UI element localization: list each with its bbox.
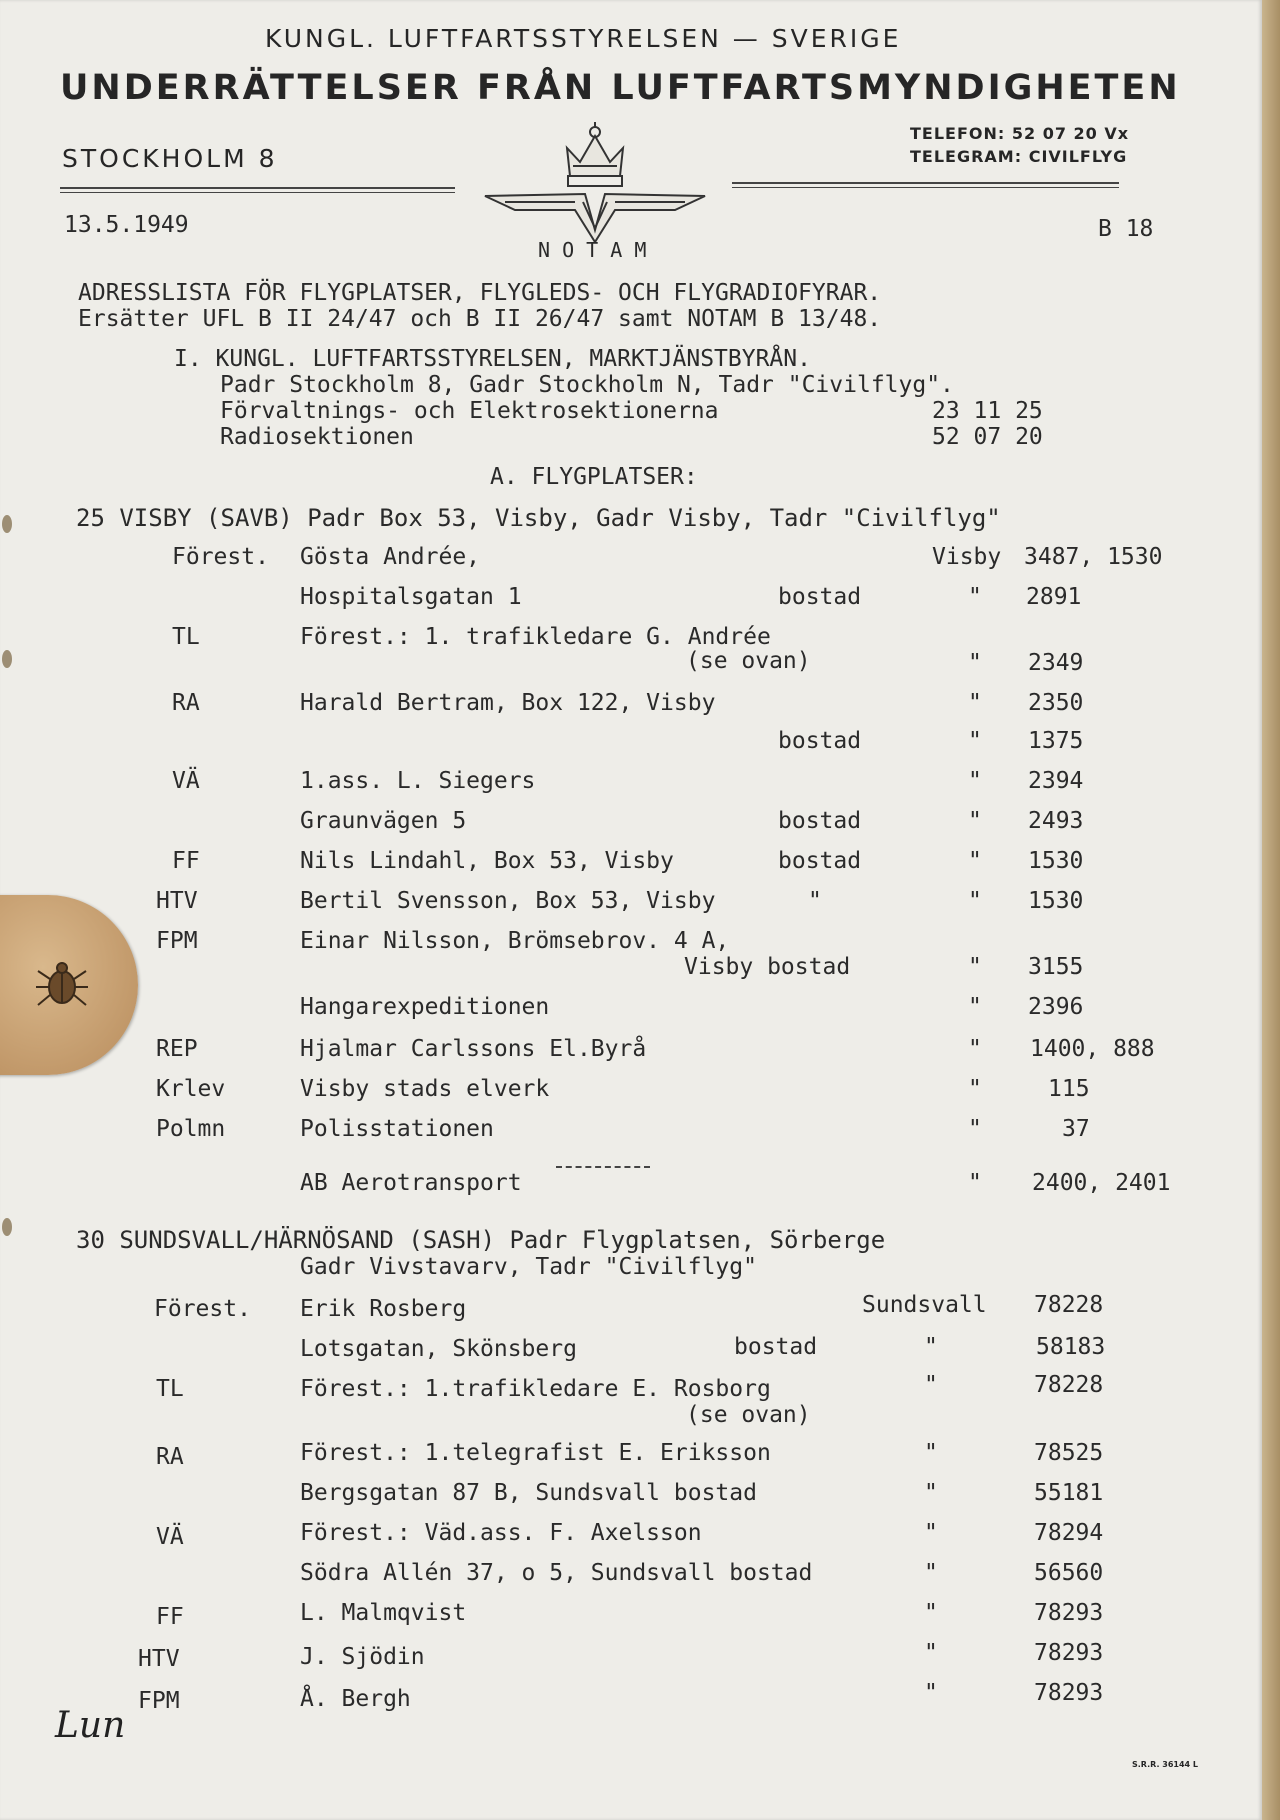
row-place: " <box>924 1600 938 1626</box>
section-i-row-phone: 52 07 20 <box>932 424 1043 450</box>
row-text: Nils Lindahl, Box 53, Visby <box>300 848 674 874</box>
row-bostad: bostad <box>778 584 862 610</box>
row-code: RA <box>172 690 200 716</box>
telefon: TELEFON: 52 07 20 Vx <box>910 124 1130 143</box>
row-text: Södra Allén 37, o 5, Sundsvall bostad <box>300 1560 813 1586</box>
row-phone: 78294 <box>1034 1520 1104 1546</box>
row-place: " <box>968 650 982 676</box>
row-phone: 78293 <box>1034 1640 1104 1666</box>
row-phone: 2400, 2401 <box>1032 1170 1171 1196</box>
row-phone: 3155 <box>1028 954 1084 980</box>
binder-hole <box>2 515 12 533</box>
row-text-2: (se ovan) <box>686 1402 811 1428</box>
row-text: Erik Rosberg <box>300 1296 467 1322</box>
intro-line-2: Ersätter UFL B II 24/47 och B II 26/47 samt NOTAM B 13/48. <box>78 306 882 332</box>
airport-header: 25 VISBY (SAVB) Padr Box 53, Visby, Gadr Visby, Tadr "Civilflyg" <box>76 504 1001 532</box>
row-code: Krlev <box>156 1076 226 1102</box>
row-text: Gösta Andrée, <box>300 544 481 570</box>
row-phone: 78293 <box>1034 1680 1104 1706</box>
handwritten-initials: Lun <box>55 1705 126 1746</box>
row-text: Graunvägen 5 <box>300 808 467 834</box>
row-text-2: (se ovan) <box>686 648 811 674</box>
row-place: Sundsvall <box>862 1292 987 1318</box>
row-text: Visby stads elverk <box>300 1076 550 1102</box>
row-code: HTV <box>138 1646 180 1672</box>
row-phone: 78525 <box>1034 1440 1104 1466</box>
section-i-row-phone: 23 11 25 <box>932 398 1043 424</box>
row-place: " <box>968 728 982 754</box>
row-phone: 1530 <box>1028 848 1084 874</box>
row-place: " <box>968 584 982 610</box>
row-phone: 3487, 1530 <box>1024 544 1163 570</box>
row-place: " <box>924 1560 938 1586</box>
row-phone: 2394 <box>1028 768 1084 794</box>
row-phone: 56560 <box>1034 1560 1104 1586</box>
row-text: Förest.: 1.trafikledare E. Rosborg <box>300 1376 771 1402</box>
date: 13.5.1949 <box>64 212 189 238</box>
intro-line-1: ADRESSLISTA FÖR FLYGPLATSER, FLYGLEDS- OCH FLYGRADIOFYRAR. <box>78 280 882 306</box>
row-phone: 2349 <box>1028 650 1084 676</box>
row-bostad: bostad <box>734 1334 818 1360</box>
section-i-row-label: Radiosektionen <box>220 424 414 450</box>
section-a-title: A. FLYGPLATSER: <box>490 464 698 490</box>
agency-name: KUNGL. LUFTFARTSSTYRELSEN — SVERIGE <box>265 24 902 53</box>
city: STOCKHOLM 8 <box>62 144 278 173</box>
row-code: RA <box>156 1444 184 1470</box>
binder-hole <box>2 650 12 668</box>
row-text: Bergsgatan 87 B, Sundsvall bostad <box>300 1480 757 1506</box>
row-code: Polmn <box>156 1116 226 1142</box>
wooden-index-tab <box>0 895 138 1075</box>
row-text: Förest.: Väd.ass. F. Axelsson <box>300 1520 702 1546</box>
page-edge <box>1262 0 1280 1820</box>
row-place: " <box>968 808 982 834</box>
row-code: Förest. <box>154 1296 251 1322</box>
row-phone: 1375 <box>1028 728 1084 754</box>
row-place: " <box>924 1640 938 1666</box>
row-phone: 2493 <box>1028 808 1084 834</box>
notam-label: N O T A M <box>538 238 647 262</box>
row-place: " <box>968 1036 982 1062</box>
row-phone: 78228 <box>1034 1372 1104 1398</box>
row-text: Einar Nilsson, Brömsebrov. 4 A, <box>300 928 730 954</box>
print-code: S.R.R. 36144 L <box>1132 1760 1198 1769</box>
row-place: " <box>968 1170 982 1196</box>
row-phone: 37 <box>1062 1116 1090 1142</box>
row-code: Förest. <box>172 544 269 570</box>
airport-header: 30 SUNDSVALL/HÄRNÖSAND (SASH) Padr Flygplatsen, Sörberge <box>76 1226 886 1254</box>
row-place: " <box>924 1480 938 1506</box>
row-text: AB Aerotransport <box>300 1170 522 1196</box>
row-text: Å. Bergh <box>300 1686 411 1712</box>
beetle-icon <box>32 957 92 1013</box>
airport-header-2: Gadr Vivstavarv, Tadr "Civilflyg" <box>300 1254 757 1280</box>
row-phone: 115 <box>1048 1076 1090 1102</box>
row-phone: 55181 <box>1034 1480 1104 1506</box>
row-code: HTV <box>156 888 198 914</box>
row-phone: 1530 <box>1028 888 1084 914</box>
row-text: Polisstationen <box>300 1116 494 1142</box>
separator-dash <box>556 1166 650 1168</box>
row-text: J. Sjödin <box>300 1644 425 1670</box>
row-phone: 58183 <box>1036 1334 1106 1360</box>
section-i-title: I. KUNGL. LUFTFARTSSTYRELSEN, MARKTJÄNSTBYRÅN. <box>174 346 811 372</box>
row-text-2: Visby bostad <box>684 954 851 980</box>
row-place: " <box>968 1116 982 1142</box>
row-phone: 2350 <box>1028 690 1084 716</box>
row-code: FPM <box>156 928 198 954</box>
row-text: Hjalmar Carlssons El.Byrå <box>300 1036 647 1062</box>
row-place: " <box>924 1372 938 1398</box>
row-text: L. Malmqvist <box>300 1600 467 1626</box>
row-phone: 2396 <box>1028 994 1084 1020</box>
header-rule-left <box>60 187 455 193</box>
row-place: " <box>968 690 982 716</box>
row-text: Hospitalsgatan 1 <box>300 584 522 610</box>
row-bostad: bostad <box>778 808 862 834</box>
telegram: TELEGRAM: CIVILFLYG <box>910 147 1128 166</box>
row-bostad: bostad <box>778 848 862 874</box>
document-number: B 18 <box>1098 216 1154 242</box>
row-code: TL <box>156 1376 184 1402</box>
row-text: 1.ass. L. Siegers <box>300 768 536 794</box>
row-text: Lotsgatan, Skönsberg <box>300 1336 577 1362</box>
row-place: " <box>924 1440 938 1466</box>
row-phone: 78228 <box>1034 1292 1104 1318</box>
row-code: TL <box>172 624 200 650</box>
row-code: REP <box>156 1036 198 1062</box>
row-code: VÄ <box>156 1524 184 1550</box>
row-place: Visby <box>932 544 1002 570</box>
section-i-row-label: Förvaltnings- och Elektrosektionerna <box>220 398 719 424</box>
row-place: " <box>924 1680 938 1706</box>
crown-wings-emblem <box>475 118 715 243</box>
row-place: " <box>924 1334 938 1360</box>
row-bostad: " <box>808 888 822 914</box>
row-bostad: bostad <box>778 728 862 754</box>
row-phone: 2891 <box>1026 584 1082 610</box>
section-i-address: Padr Stockholm 8, Gadr Stockholm N, Tadr "Civilflyg". <box>220 372 954 398</box>
row-place: " <box>968 768 982 794</box>
header-rule-right <box>732 182 1119 188</box>
row-code: FF <box>172 848 200 874</box>
row-text: Harald Bertram, Box 122, Visby <box>300 690 716 716</box>
row-place: " <box>968 1076 982 1102</box>
document-title: UNDERRÄTTELSER FRÅN LUFTFARTSMYNDIGHETEN <box>60 68 1181 108</box>
binder-hole <box>2 1218 12 1236</box>
row-phone: 1400, 888 <box>1030 1036 1155 1062</box>
row-code: FPM <box>138 1688 180 1714</box>
row-place: " <box>968 994 982 1020</box>
row-place: " <box>924 1520 938 1546</box>
row-text: Förest.: 1. trafikledare G. Andrée <box>300 624 771 650</box>
row-text: Bertil Svensson, Box 53, Visby <box>300 888 716 914</box>
row-place: " <box>968 954 982 980</box>
row-place: " <box>968 848 982 874</box>
row-phone: 78293 <box>1034 1600 1104 1626</box>
row-text: Hangarexpeditionen <box>300 994 550 1020</box>
row-code: VÄ <box>172 768 200 794</box>
row-code: FF <box>156 1604 184 1630</box>
row-text: Förest.: 1.telegrafist E. Eriksson <box>300 1440 771 1466</box>
row-place: " <box>968 888 982 914</box>
